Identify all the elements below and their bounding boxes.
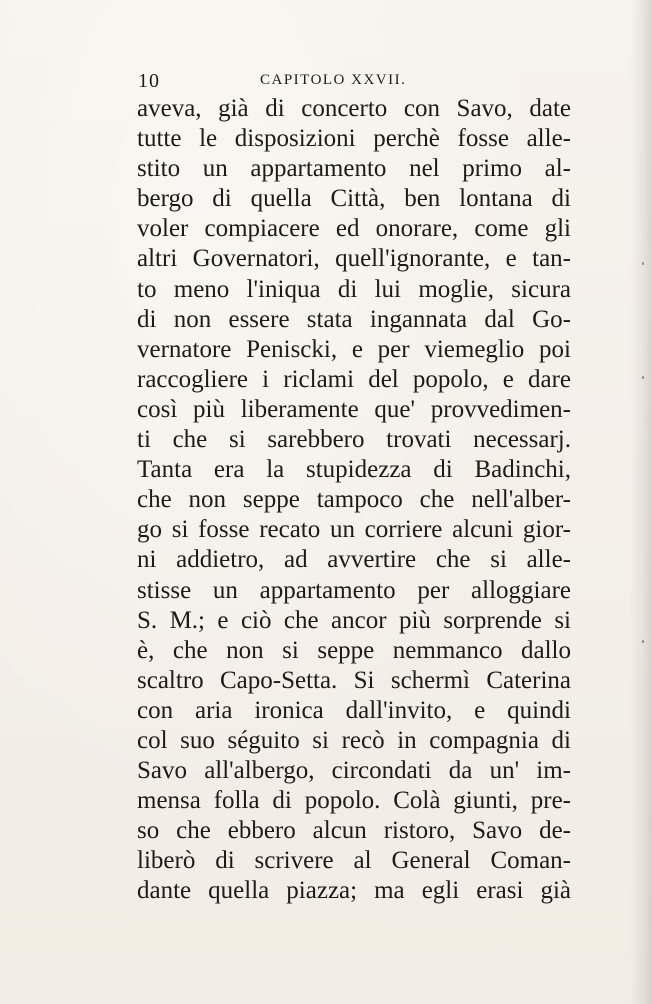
- text-line: voler compiacere ed onorare, come gli: [137, 215, 571, 243]
- text-line: è, che non si seppe nemmanco dallo: [137, 636, 571, 664]
- page-number: 10: [138, 70, 160, 92]
- text-line: così più liberamente que' provvedimen-: [137, 395, 571, 423]
- text-line: Savo all'albergo, circondati da un' im-: [137, 757, 571, 785]
- text-line: vernatore Peniscki, e per viemeglio poi: [137, 335, 571, 363]
- text-line: mensa folla di popolo. Colà giunti, pre-: [137, 787, 571, 815]
- text-line: tutte le disposizioni perchè fosse alle-: [137, 125, 571, 153]
- text-line: ni addietro, ad avvertire che si alle-: [137, 546, 571, 574]
- chapter-title: CAPITOLO XXVII.: [260, 72, 407, 88]
- page-edge-shadow: [630, 0, 652, 1004]
- text-line: go si fosse recato un corriere alcuni gior-: [137, 516, 571, 544]
- text-line: ti che si sarebbero trovati necessarj.: [137, 426, 571, 454]
- text-line: aveva, già di concerto con Savo, date: [137, 95, 571, 122]
- text-line: Tanta era la stupidezza di Badinchi,: [137, 456, 571, 484]
- text-line: altri Governatori, quell'ignorante, e tan-: [137, 245, 571, 273]
- margin-speck: [642, 376, 644, 379]
- running-head: [138, 70, 568, 94]
- body-text: [137, 94, 571, 907]
- text-line: raccogliere i riclami del popolo, e dare: [137, 365, 571, 393]
- text-line: scaltro Capo-Setta. Si schermì Caterina: [137, 666, 571, 694]
- text-line: so che ebbero alcun ristoro, Savo de-: [137, 817, 571, 845]
- text-line: con aria ironica dall'invito, e quindi: [137, 696, 571, 724]
- text-line: di non essere stata ingannata dal Go-: [137, 305, 571, 333]
- text-line: dante quella piazza; ma egli erasi già: [137, 877, 571, 905]
- text-line: stisse un appartamento per alloggiare: [137, 576, 571, 604]
- text-line: to meno l'iniqua di lui moglie, sicura: [137, 275, 571, 303]
- text-line: liberò di scrivere al General Coman-: [137, 847, 571, 875]
- text-line: bergo di quella Città, ben lontana di: [137, 185, 571, 213]
- text-line: col suo séguito si recò in compagnia di: [137, 726, 571, 754]
- text-line: stito un appartamento nel primo al-: [137, 155, 571, 183]
- margin-speck: [642, 262, 644, 265]
- margin-speck: [642, 640, 644, 643]
- text-line: che non seppe tampoco che nell'alber-: [137, 486, 571, 514]
- text-line: S. M.; e ciò che ancor più sorprende si: [137, 606, 571, 634]
